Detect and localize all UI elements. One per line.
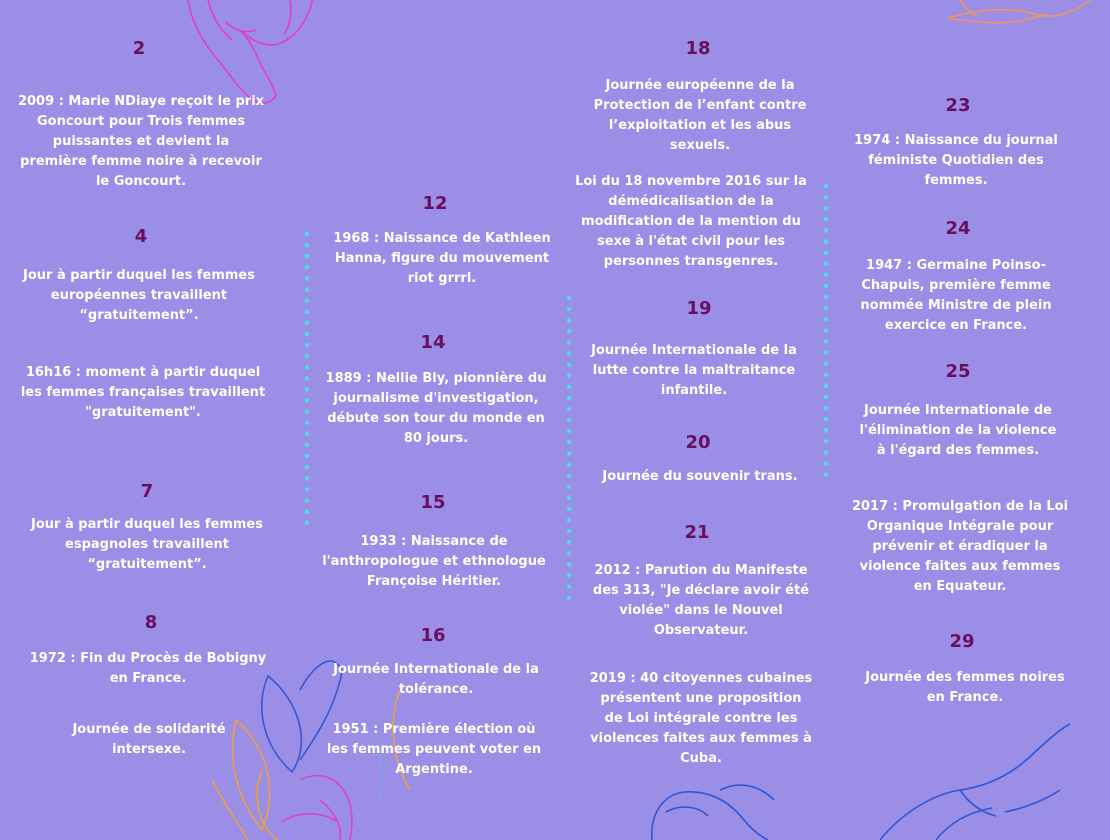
event-text: Journée de solidarité intersexe. [72,722,226,757]
day-29: 29 [949,631,975,652]
day-16: 16 [420,625,446,646]
day-25: 25 [945,361,971,382]
day-8: 8 [144,612,158,633]
event-text: Journée européenne de la Protection de l’enfant contre l’exploitation et les abus sexuels. [593,78,807,153]
day-18: 18 [685,38,711,59]
event-text: 16h16 : moment à partir duquel les femmes françaises travaillent "gratuitement". [20,365,266,420]
event-text: 1889 : Nellie Bly, pionnière du journalisme d'investigation, débute son tour du monde en 80 jours. [325,371,547,446]
event-text: Journée Internationale de l'élimination de la violence à l'égard des femmes. [859,403,1057,458]
event-text: 1968 : Naissance de Kathleen Hanna, figure du mouvement riot grrrl. [333,231,551,286]
event-text: Jour à partir duquel les femmes espagnoles travaillent “gratuitement”. [31,517,263,572]
event-text: 2019 : 40 citoyennes cubaines présentent une proposition de Loi intégrale contre les violences faites aux femmes à Cuba. [589,671,813,766]
day-19: 19 [686,298,712,319]
day-7: 7 [140,481,154,502]
day-21: 21 [684,522,710,543]
event-text: Journée Internationale de la lutte contre la maltraitance infantile. [591,343,797,398]
day-14: 14 [420,332,446,353]
event-text: 1947 : Germaine Poinso- Chapuis, première femme nommée Ministre de plein exercice en France. [860,258,1052,333]
event-text: 1951 : Première élection où les femmes peuvent voter en Argentine. [326,722,542,777]
pink-hand-drawing [188,0,312,103]
day-12: 12 [422,193,448,214]
day-24: 24 [945,218,971,239]
event-text: Journée du souvenir trans. [602,469,798,484]
event-text: 2017 : Promulgation de la Loi Organique Intégrale pour prévenir et éradiquer la violence faites aux femmes en Equateur. [851,499,1069,594]
event-text: 1972 : Fin du Procès de Bobigny en France. [29,651,267,686]
event-text: Journée des femmes noires en France. [865,670,1065,705]
day-15: 15 [420,492,446,513]
event-text: Journée Internationale de la tolérance. [333,662,539,697]
event-text: 1974 : Naissance du journal féministe Quotidien des femmes. [854,133,1058,188]
day-20: 20 [685,432,711,453]
orange-leaf-drawing [948,0,1090,23]
event-text: 2009 : Marie NDiaye reçoit le prix Goncourt pour Trois femmes puissantes et devient la première femme noire à recevoir le Goncourt. [17,94,265,189]
day-23: 23 [945,95,971,116]
day-2: 2 [132,38,146,59]
day-4: 4 [134,226,148,247]
event-text: 1933 : Naissance de l'anthropologue et ethnologue Françoise Héritier. [322,534,546,589]
event-text: Loi du 18 novembre 2016 sur la démédicalisation de la modification de la mention du sexe à l'état civil pour les personnes transgenres. [575,174,807,269]
event-text: 2012 : Parution du Manifeste des 313, "Je déclare avoir été violée" dans le Nouvel Observateur. [592,563,810,638]
event-text: Jour à partir duquel les femmes européennes travaillent “gratuitement”. [23,268,255,323]
